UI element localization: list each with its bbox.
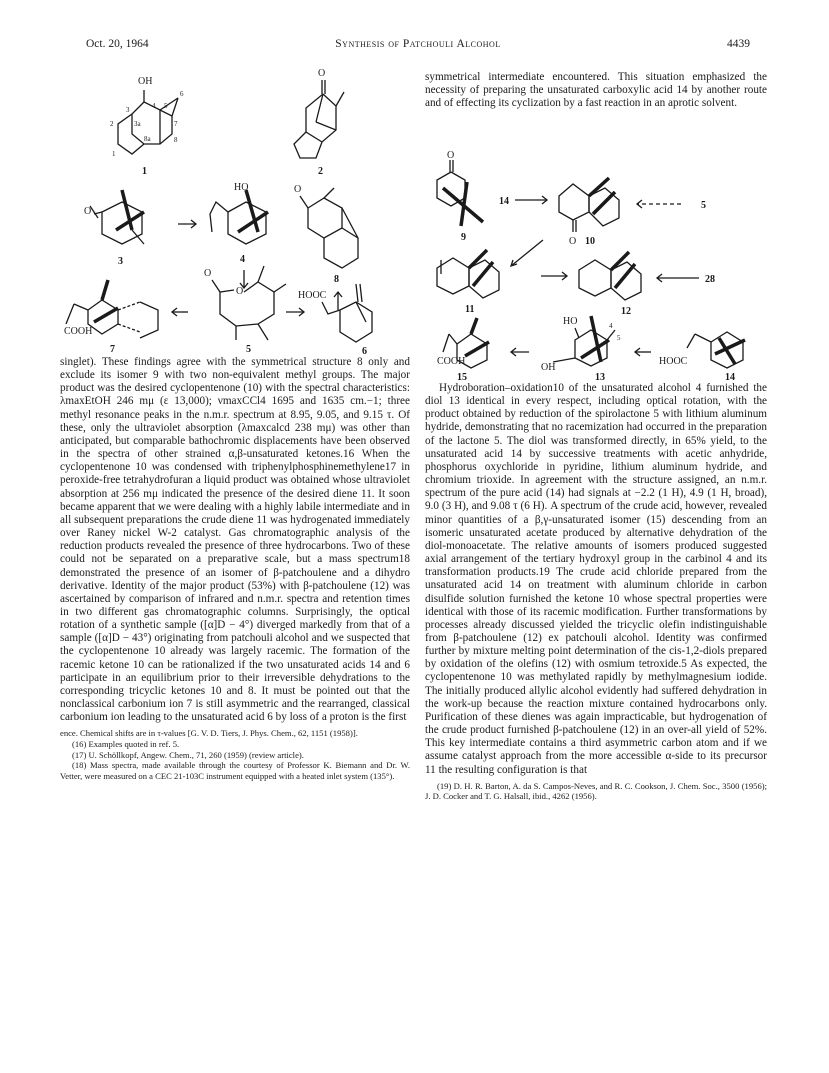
label-11: 11 — [465, 304, 475, 315]
footnote-continued: ence. Chemical shifts are in τ-values [G. V. D. Tiers, J. Phys. Chem., 62, 1151 (1958)]. — [60, 728, 358, 739]
label-8: 8 — [334, 274, 339, 285]
num-1: 1 — [112, 150, 116, 158]
structure-5 — [204, 266, 286, 354]
label-14: 14 — [725, 372, 735, 380]
label-1: 1 — [142, 166, 147, 177]
atom-ho-4: HO — [234, 182, 249, 193]
figure-right-scheme — [425, 148, 767, 380]
header-date: Oct. 20, 1964 — [86, 38, 149, 50]
num-7: 7 — [174, 120, 178, 128]
left-paragraph: singlet). These findings agree with the symmetrical structure 8 only and exclude its isomer 9 with two non-equivalent methyl groups. The major product was the desired cyclopentenone (10) with the spectral characteristics: λmaxEtOH 246 mμ (ε 13,000); νmaxCCl4 1695 and 1635 cm.−1; three methyl resonance peaks in the n.m.r. spectrum at 8.95, 9.05, and 9.15 τ. Of these, only the ultraviolet absorption (λmaxcalcd 238 mμ) was other than anticipated, but comparable bathochromic displacements have been observed in the spectra of other strained α,β-unsaturated ketones.16 When the cyclopentenone 10 was condensed with triphenylphosphinemethylene17 in peroxide-free tetrahydrofuran a liquid product was obtained whose ultraviolet absorption at 256 mμ indicated the presence of the desired diene 11. It soon became apparent that we were dealing with a highly labile intermediate and in all subsequent preparations the crude diene 11 was hydrogenated immediately over Raney nickel W-2 catalyst. Gas chromatographic analysis of the reduction products revealed the presence of three hydrocarbons. Two of these could not be separated on a preparative scale, but a mass spectrum18 demonstrated the presence of an isomer of β-patchoulene and a dihydro derivative. Identity of the major product (53%) with β-patchoulene (12) was ascertained by comparison of infrared and n.m.r. spectra and retention times in two different gas chromatographic columns. Surprisingly, the optical rotation of a synthetic sample ([α]D − 4°) diverged markedly from that of a sample ([α]D − 43°) originating from patchouli alcohol and we suspected that the cyclopentenone 10 already was largely racemic. The formation of the racemic ketone 10 can be rationalized if the two unsaturated acids 14 and 6 participate in an equilibrium prior to their irreversible dehydrations to the corresponding tricyclic ketones 10 and 8. It must be pointed out that the nonclassical carbonium ion 7 is still asymmetric and the rearranged, classical carbonium ion leading to the unsaturated acid 6 by loss of a proton is the first — [60, 356, 410, 724]
label-5: 5 — [246, 344, 251, 354]
atom-cooh-7: COOH — [64, 326, 93, 337]
atom-o-5a: O — [204, 268, 212, 279]
num-4: 4 — [152, 102, 156, 110]
label-13: 13 — [595, 372, 605, 380]
structure-11 — [437, 250, 499, 315]
label-7: 7 — [110, 344, 115, 354]
num-8: 8 — [174, 136, 178, 144]
right-column-intro — [425, 71, 767, 110]
arrow-10-11 — [511, 240, 543, 266]
atom-o-5b: O — [236, 286, 244, 297]
right-intro-paragraph: symmetrical intermediate encountered. This situation emphasized the necessity of preparing the unsaturated carboxylic acid 14 by another route and of effecting its cyclization by a fast reaction in an aprotic solvent. — [425, 71, 767, 110]
atom-hooc-14: HOOC — [659, 356, 688, 367]
right-footnotes — [425, 781, 767, 802]
arrowhead-5-10 — [637, 200, 642, 208]
ref-5: 5 — [701, 200, 706, 211]
footnote-18: (18) Mass spectra, made available through the courtesy of Professor K. Biemann and Dr. W. Vetter, were measured on a CEC 21-103C instrument equipped with a heated inlet system (135°). — [60, 760, 410, 781]
num-5-13: 5 — [617, 334, 621, 342]
footnote-16: (16) Examples quoted in ref. 5. — [72, 738, 180, 749]
atom-o-10: O — [569, 236, 577, 247]
atom-ho-12: HO — [563, 316, 578, 327]
structure-4 — [210, 182, 268, 265]
ref-14: 14 — [499, 196, 509, 207]
left-footnotes — [60, 728, 410, 781]
atom-oh-1: OH — [138, 76, 153, 87]
label-2: 2 — [318, 166, 323, 177]
left-column — [60, 356, 410, 781]
structure-6 — [298, 284, 372, 354]
header-title: Synthesis of Patchouli Alcohol — [335, 38, 501, 50]
footnote-17: (17) U. Schöllkopf, Angew. Chem., 71, 260 (1959) (review article). — [72, 749, 304, 760]
structure-3 — [84, 190, 144, 267]
atom-oh-13: OH — [541, 362, 556, 373]
structure-14 — [659, 332, 745, 380]
structure-9 — [437, 150, 483, 243]
page-number: 4439 — [727, 38, 750, 50]
atom-o-8: O — [294, 184, 302, 195]
label-10: 10 — [585, 236, 595, 247]
figure-left-scheme — [60, 62, 412, 354]
structure-15 — [437, 318, 489, 380]
num-8a: 8a — [144, 135, 151, 143]
ref-28: 28 — [705, 274, 715, 285]
num-2: 2 — [110, 120, 114, 128]
label-9: 9 — [461, 232, 466, 243]
label-3: 3 — [118, 256, 123, 267]
atom-o-2: O — [318, 68, 326, 79]
structure-8 — [294, 184, 358, 285]
right-column — [425, 382, 767, 802]
label-15: 15 — [457, 372, 467, 380]
footnote-19: (19) D. H. R. Barton, A. da S. Campos-Neves, and R. C. Cookson, J. Chem. Soc., 3500 (1956); J. D. Cocker and T. G. Halsall, ibid., 4262 (1956). — [425, 780, 767, 802]
structure-13 — [541, 316, 621, 380]
right-paragraph: Hydroboration–oxidation10 of the unsaturated alcohol 4 furnished the diol 13 identical in every respect, including optical rotation, with the product obtained by reduction of the spirolactone 5 with lithium aluminum hydride, demonstrating that no racemization had occurred in the preparation of the lactone 5. The diol was transformed directly, in 65% yield, to the unsaturated acid 14 by successive treatments with acetic anhydride, phosphorus oxychloride in pyridine, lithium aluminum hydride, and chromium trioxide. In agreement with the structure assigned, an n.m.r. spectrum of the pure acid (14) had signals at −2.2 (1 H), 4.9 (1 H, broad), 9.0 (3 H), and 9.08 τ (6 H). A spectrum of the crude acid, however, revealed minor quantities of a β,γ-unsaturated isomer (15) descending from an isomeric unsaturated acetate produced by alternative dehydration of the diol-monoacetate. The relative amounts of isomers produced suggested axial arrangement of the tertiary hydroxyl group in the carbinol 4 and its transformation products.19 The crude acid chloride prepared from the unsaturated acid 14 on treatment with aluminum chloride in carbon disulfide solution furnished the ketone 10 whose spectral properties were identical with those of its racemic modification. Further transformations by processes already discussed yielded the tricyclic olefin indistinguishable from β-patchoulene (12) ex patchouli alcohol. Identity was confirmed further by mixture melting point determination of the cis-1,2-diols prepared by oxidation of the olefins (12) with osmium tetroxide.5 As expected, the cyclopentenone 10 was methylated rapidly by methylmagnesium iodide. The initially produced allylic alcohol evidently had suffered dehydration in the work-up because the reaction mixture contained hydrocarbons only. Purification of these dienes was again impracticable, but hydrogenation of the crude product furnished β-patchoulene (12) in an over-all yield of 52%. This key intermediate contains a third asymmetric carbon atom and if we assume catalyst approach from the more accessible α-side to its precursor 11 the resulting configuration is that — [425, 382, 767, 776]
structure-12 — [579, 252, 641, 317]
num-3: 3 — [126, 106, 130, 114]
num-6: 6 — [180, 90, 184, 98]
structure-7 — [64, 280, 158, 354]
num-4-13: 4 — [609, 322, 613, 330]
label-4: 4 — [240, 254, 245, 265]
atom-o-9: O — [447, 150, 455, 161]
num-3a: 3a — [134, 120, 141, 128]
structure-1 — [110, 76, 184, 177]
atom-cooh-15: COOH — [437, 356, 466, 367]
label-6: 6 — [362, 346, 367, 354]
structure-10 — [559, 178, 619, 247]
svg-text:O: O — [84, 206, 92, 217]
atom-hooc-6: HOOC — [298, 290, 327, 301]
running-header — [86, 38, 750, 54]
num-5: 5 — [164, 102, 168, 110]
label-12: 12 — [621, 306, 631, 317]
structure-2 — [294, 68, 344, 177]
